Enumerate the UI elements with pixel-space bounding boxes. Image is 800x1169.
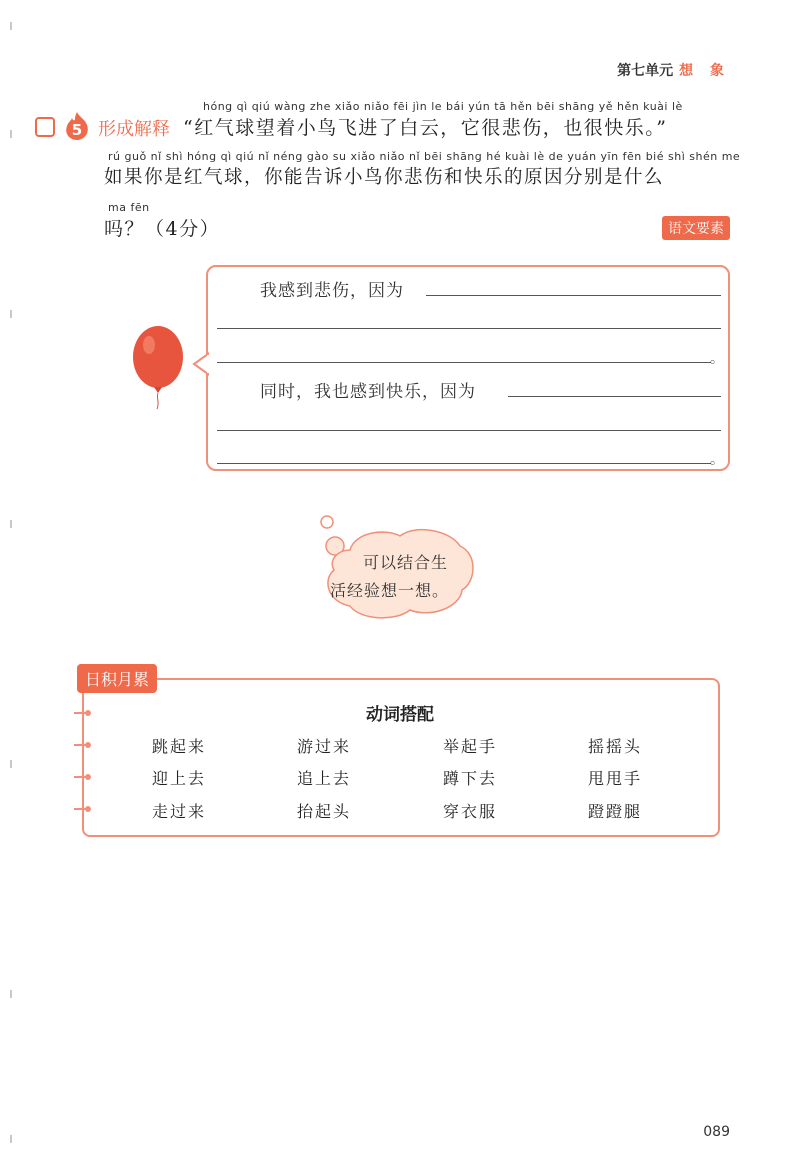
question-checkbox[interactable] bbox=[35, 117, 55, 137]
vocab-word: 游过来 bbox=[297, 737, 352, 756]
vocab-word: 甩甩手 bbox=[588, 769, 643, 788]
answer-line[interactable] bbox=[508, 396, 721, 397]
hint-text-line-2: 活经验想一想。 bbox=[330, 581, 450, 600]
vocab-word: 跳起来 bbox=[152, 737, 207, 756]
answer-line[interactable] bbox=[217, 430, 721, 431]
hint-text-line-1: 可以结合生 bbox=[363, 553, 449, 572]
vocab-word: 蹬蹬腿 bbox=[588, 802, 643, 821]
question-text-line-2: 如果你是红气球，你能告诉小鸟你悲伤和快乐的原因分别是什么 bbox=[104, 167, 665, 188]
question-text-line-3: 吗？（4分） bbox=[104, 218, 221, 240]
vocab-title: 动词搭配 bbox=[366, 705, 434, 725]
answer-period: 。 bbox=[710, 452, 724, 468]
question-text-line-1: “红气球望着小鸟飞进了白云，它很悲伤，也很快乐。” bbox=[183, 117, 668, 139]
vocab-word: 走过来 bbox=[152, 802, 207, 821]
speech-box-pointer bbox=[192, 352, 210, 376]
pinyin-line-3: ma fēn bbox=[108, 201, 150, 214]
vocab-word: 追上去 bbox=[297, 769, 352, 788]
pinyin-line-1: hóng qì qiú wàng zhe xiǎo niǎo fēi jìn le bái yún tā hěn bēi shāng yě hěn kuài lè bbox=[203, 100, 683, 113]
unit-label: 第七单元 bbox=[617, 63, 674, 79]
answer-period: 。 bbox=[710, 351, 724, 367]
answer-line[interactable] bbox=[426, 295, 721, 296]
binder-ring-icon bbox=[74, 741, 92, 749]
red-balloon-icon bbox=[130, 325, 186, 410]
answer-line[interactable] bbox=[217, 328, 721, 329]
page-number: 089 bbox=[703, 1124, 730, 1140]
answer-prompt-sad: 我感到悲伤，因为 bbox=[260, 281, 404, 301]
answer-prompt-happy: 同时，我也感到快乐，因为 bbox=[260, 382, 476, 402]
binder-ring-icon bbox=[74, 805, 92, 813]
vocab-word: 抬起头 bbox=[297, 802, 352, 821]
vocab-word: 穿衣服 bbox=[443, 802, 498, 821]
answer-line[interactable] bbox=[217, 362, 711, 363]
vocab-word: 迎上去 bbox=[152, 769, 207, 788]
question-category: 形成解释 bbox=[98, 119, 170, 140]
answer-line[interactable] bbox=[217, 463, 711, 464]
unit-theme: 想 象 bbox=[679, 63, 730, 79]
pinyin-line-2: rú guǒ nǐ shì hóng qì qiú nǐ néng gào su xiǎo niǎo nǐ bēi shāng hé kuài lè de yuán yīn fēn bié shì shén me bbox=[108, 150, 741, 163]
question-number-flame-icon bbox=[63, 111, 91, 141]
vocab-word: 摇摇头 bbox=[588, 737, 643, 756]
unit-title bbox=[617, 60, 730, 80]
skill-tag: 语文要素 bbox=[662, 216, 730, 240]
vocab-word: 举起手 bbox=[443, 737, 498, 756]
binder-ring-icon bbox=[74, 709, 92, 717]
question-number: 5 bbox=[71, 121, 83, 139]
binder-ring-icon bbox=[74, 773, 92, 781]
vocab-tab: 日积月累 bbox=[77, 664, 157, 693]
vocab-word: 蹲下去 bbox=[443, 769, 498, 788]
